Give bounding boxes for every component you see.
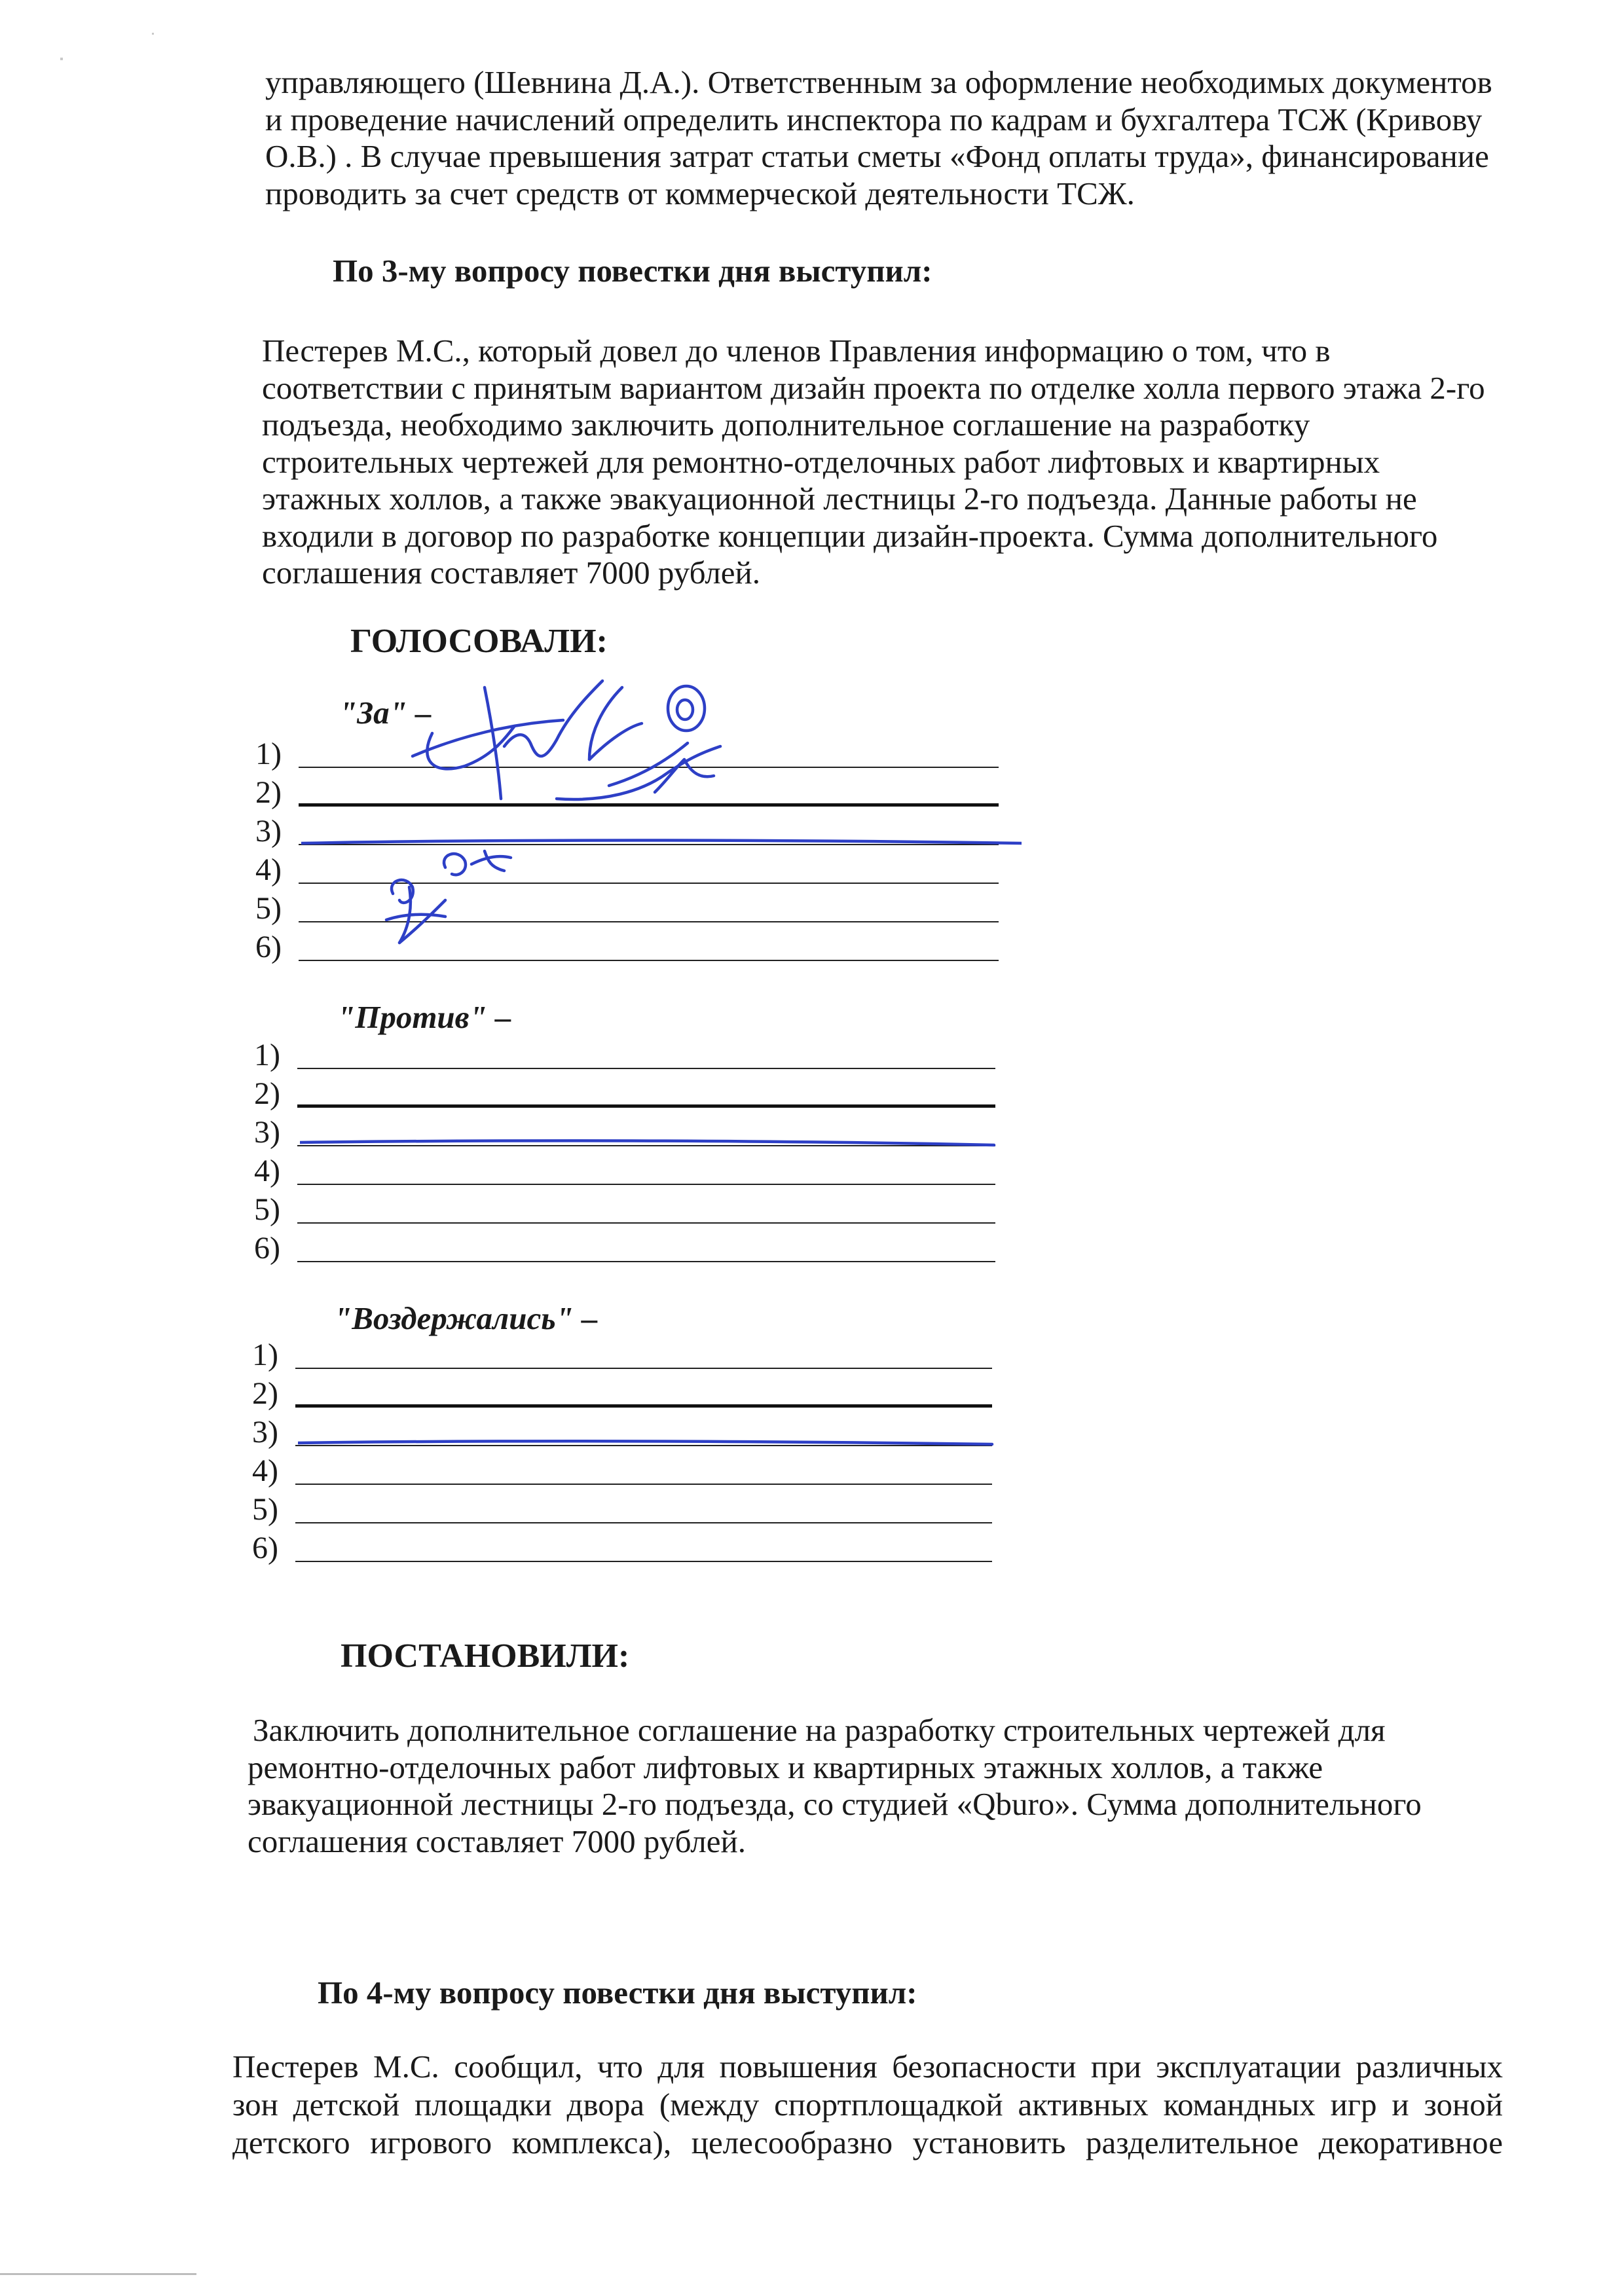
question-3-speech [262,333,1532,592]
vote-row [254,1152,995,1190]
row-number: 5) [252,1492,278,1527]
text-line: строительных чертежей для ремонтно-отделочных работ лифтовых и квартирных [262,443,1380,480]
text-line: детского игрового комплекса), целесообразно установить разделительное декоративное [232,2124,1503,2160]
text-line: соглашения составляет 7000 рублей. [262,555,760,591]
signature-line [295,1561,992,1562]
signature-line [297,1261,995,1262]
row-number: 4) [252,1453,278,1488]
paragraph-salary-fund [265,64,1532,212]
vote-against-rows [254,1036,995,1267]
vote-row [254,1190,995,1229]
vote-row [254,1036,995,1074]
signature-line [297,1222,995,1224]
row-number: 2) [252,1376,278,1411]
vote-against-label: "Против" – [337,999,511,1035]
vote-row [254,1229,995,1267]
text-line: входили в договор по разработке концепции дизайн-проекта. Сумма дополнительного [262,517,1438,554]
vote-row [252,1374,992,1413]
row-number: 3) [255,814,282,848]
row-number: 2) [254,1076,280,1111]
text-line: О.В.) . В случае превышения затрат статьи сметы «Фонд оплаты труда», финансирование [265,138,1489,174]
question-3-heading: По 3-му вопросу повестки дня выступил: [333,253,932,289]
question-4-speech [232,2048,1503,2162]
text-line: Заключить дополнительное соглашение на разработку строительных чертежей для [253,1712,1386,1748]
text-line: Пестерев М.С., который довел до членов Правления информацию о том, что в [262,333,1331,369]
text-line: проводить за счет средств от коммерческой деятельности ТСЖ. [265,175,1135,211]
scan-edge-artifact [0,2273,196,2275]
row-number: 1) [255,737,282,771]
vote-row [254,1113,995,1152]
signature-line [295,1484,992,1485]
vote-row [255,928,999,966]
signature-line [295,1522,992,1523]
text-line: этажных холлов, а также эвакуационной лестницы 2-го подъезда. Данные работы не [262,481,1417,517]
signature-line [297,1068,995,1069]
pen-stroke [298,1438,1018,1448]
vote-row [252,1451,992,1490]
vote-row [255,889,999,928]
handwritten-initials [373,841,544,959]
voted-heading: ГОЛОСОВАЛИ: [350,623,608,660]
vote-abstained-label: "Воздержались" – [334,1300,598,1336]
vote-for-label: "За" – [339,695,432,731]
row-number: 1) [252,1338,278,1372]
row-number: 5) [254,1192,280,1227]
row-number: 5) [255,891,282,926]
vote-row [254,1074,995,1113]
signature-line [295,1404,992,1408]
row-number: 6) [252,1531,278,1565]
text-line: подъезда, необходимо заключить дополнительное соглашение на разработку [262,407,1310,443]
signature-line [297,1104,995,1108]
vote-row [252,1336,992,1374]
question-4-heading: По 4-му вопросу повестки дня выступил: [318,1975,917,2011]
handwritten-signature [393,661,733,831]
row-number: 2) [255,775,282,810]
vote-row [252,1490,992,1529]
text-line: управляющего (Шевнина Д.А.). Ответственным за оформление необходимых документов [265,64,1492,100]
text-line: соглашения составляет 7000 рублей. [248,1823,746,1859]
row-number: 4) [255,852,282,887]
signature-line [295,1368,992,1369]
resolution-text [248,1712,1505,1860]
signature-line [297,1184,995,1185]
row-number: 6) [254,1231,280,1266]
row-number: 6) [255,930,282,964]
text-line: эвакуационной лестницы 2-го подъезда, со студией «Qburo». Сумма дополнительного [248,1786,1422,1822]
signature-line [299,960,999,961]
row-number: 3) [252,1415,278,1449]
text-line: Пестерев М.С. сообщил, что для повышения безопасности при эксплуатации различных [232,2049,1503,2085]
vote-row [252,1413,992,1451]
vote-abstained-rows [252,1336,992,1567]
scan-speck [152,33,154,35]
text-line: соответствии с принятым вариантом дизайн проекта по отделке холла первого этажа 2-го [262,369,1485,406]
row-number: 4) [254,1154,280,1188]
pen-stroke [300,1139,1020,1148]
text-line: зон детской площадки двора (между спортплощадкой активных командных игр и зоной [232,2086,1503,2123]
scan-speck [60,58,63,60]
text-line: и проведение начислений определить инспектора по кадрам и бухгалтера ТСЖ (Кривову [265,101,1483,137]
text-line: ремонтно-отделочных работ лифтовых и квартирных этажных холлов, а также [248,1749,1323,1785]
vote-row [252,1529,992,1567]
row-number: 1) [254,1038,280,1072]
vote-row [255,850,999,889]
resolved-heading: ПОСТАНОВИЛИ: [341,1637,630,1675]
row-number: 3) [254,1115,280,1150]
